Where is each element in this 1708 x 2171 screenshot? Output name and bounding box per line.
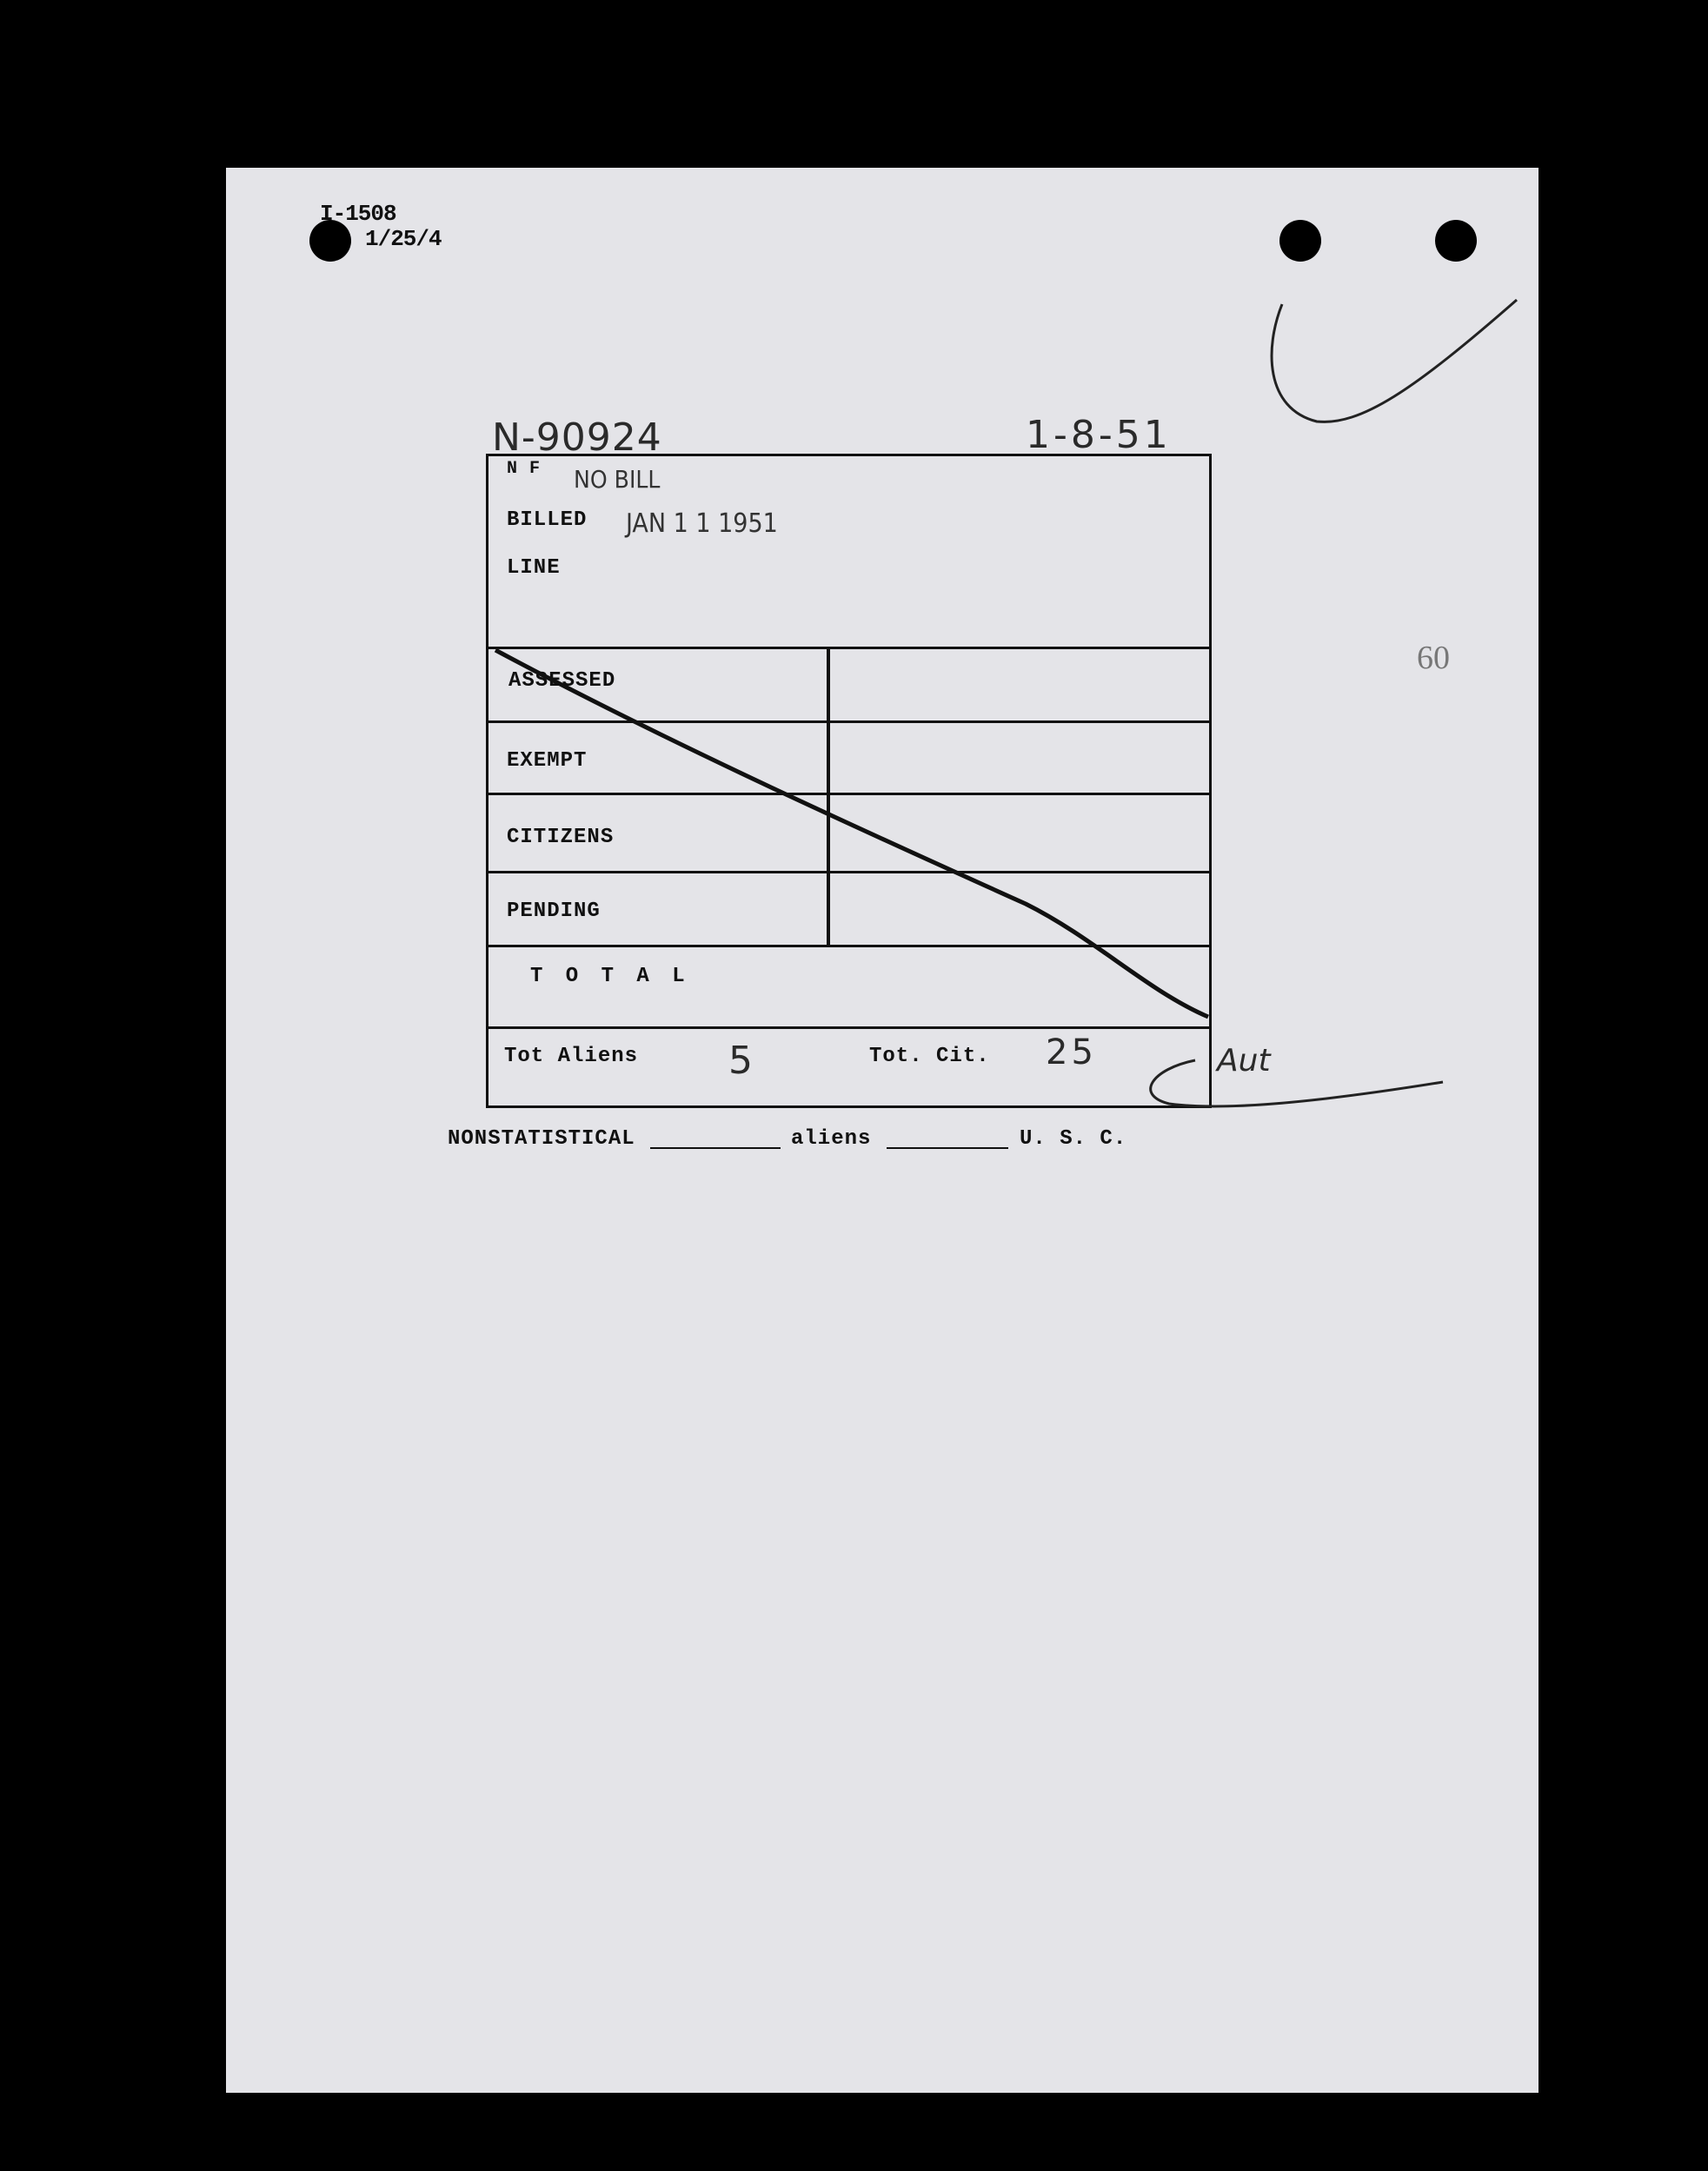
form-revision-date: 1/25/4 — [365, 226, 442, 252]
check-mark-icon — [1265, 287, 1525, 435]
tot-cit-value: 25 — [1046, 1032, 1097, 1072]
cancellation-stroke — [487, 643, 1217, 1026]
initials-signature-swoosh — [1134, 1034, 1447, 1112]
tot-aliens-value: 5 — [728, 1039, 753, 1083]
assessed-label: ASSESSED — [508, 669, 616, 693]
header-date: 1-8-51 — [1026, 413, 1172, 457]
citizens-label: CITIZENS — [507, 826, 615, 849]
nonstatistical-blank — [650, 1147, 781, 1149]
nf-label: N F — [507, 459, 542, 479]
row-divider — [488, 1026, 1209, 1029]
tot-aliens-label: Tot Aliens — [504, 1045, 639, 1068]
nonstatistical-label: NONSTATISTICAL — [448, 1127, 635, 1151]
punch-hole-middle — [1279, 220, 1321, 262]
usc-label: U. S. C. — [1020, 1127, 1127, 1151]
no-bill-stamp: NO BILL — [574, 465, 661, 494]
page-number: 60 — [1417, 640, 1450, 676]
billed-label: BILLED — [507, 508, 588, 532]
punch-hole-right — [1435, 220, 1477, 262]
form-number: I-1508 — [320, 201, 396, 227]
aliens-label: aliens — [791, 1127, 872, 1151]
tot-cit-label: Tot. Cit. — [869, 1045, 990, 1068]
initials-signature: Aut — [1217, 1043, 1271, 1079]
line-label: LINE — [507, 556, 561, 580]
aliens-blank — [887, 1147, 1008, 1149]
billed-date-stamp: JAN 1 1 1951 — [626, 508, 778, 539]
file-number: N-90924 — [492, 415, 662, 460]
exempt-label: EXEMPT — [507, 749, 588, 773]
total-label: T O T A L — [530, 965, 690, 988]
pending-label: PENDING — [507, 900, 601, 923]
